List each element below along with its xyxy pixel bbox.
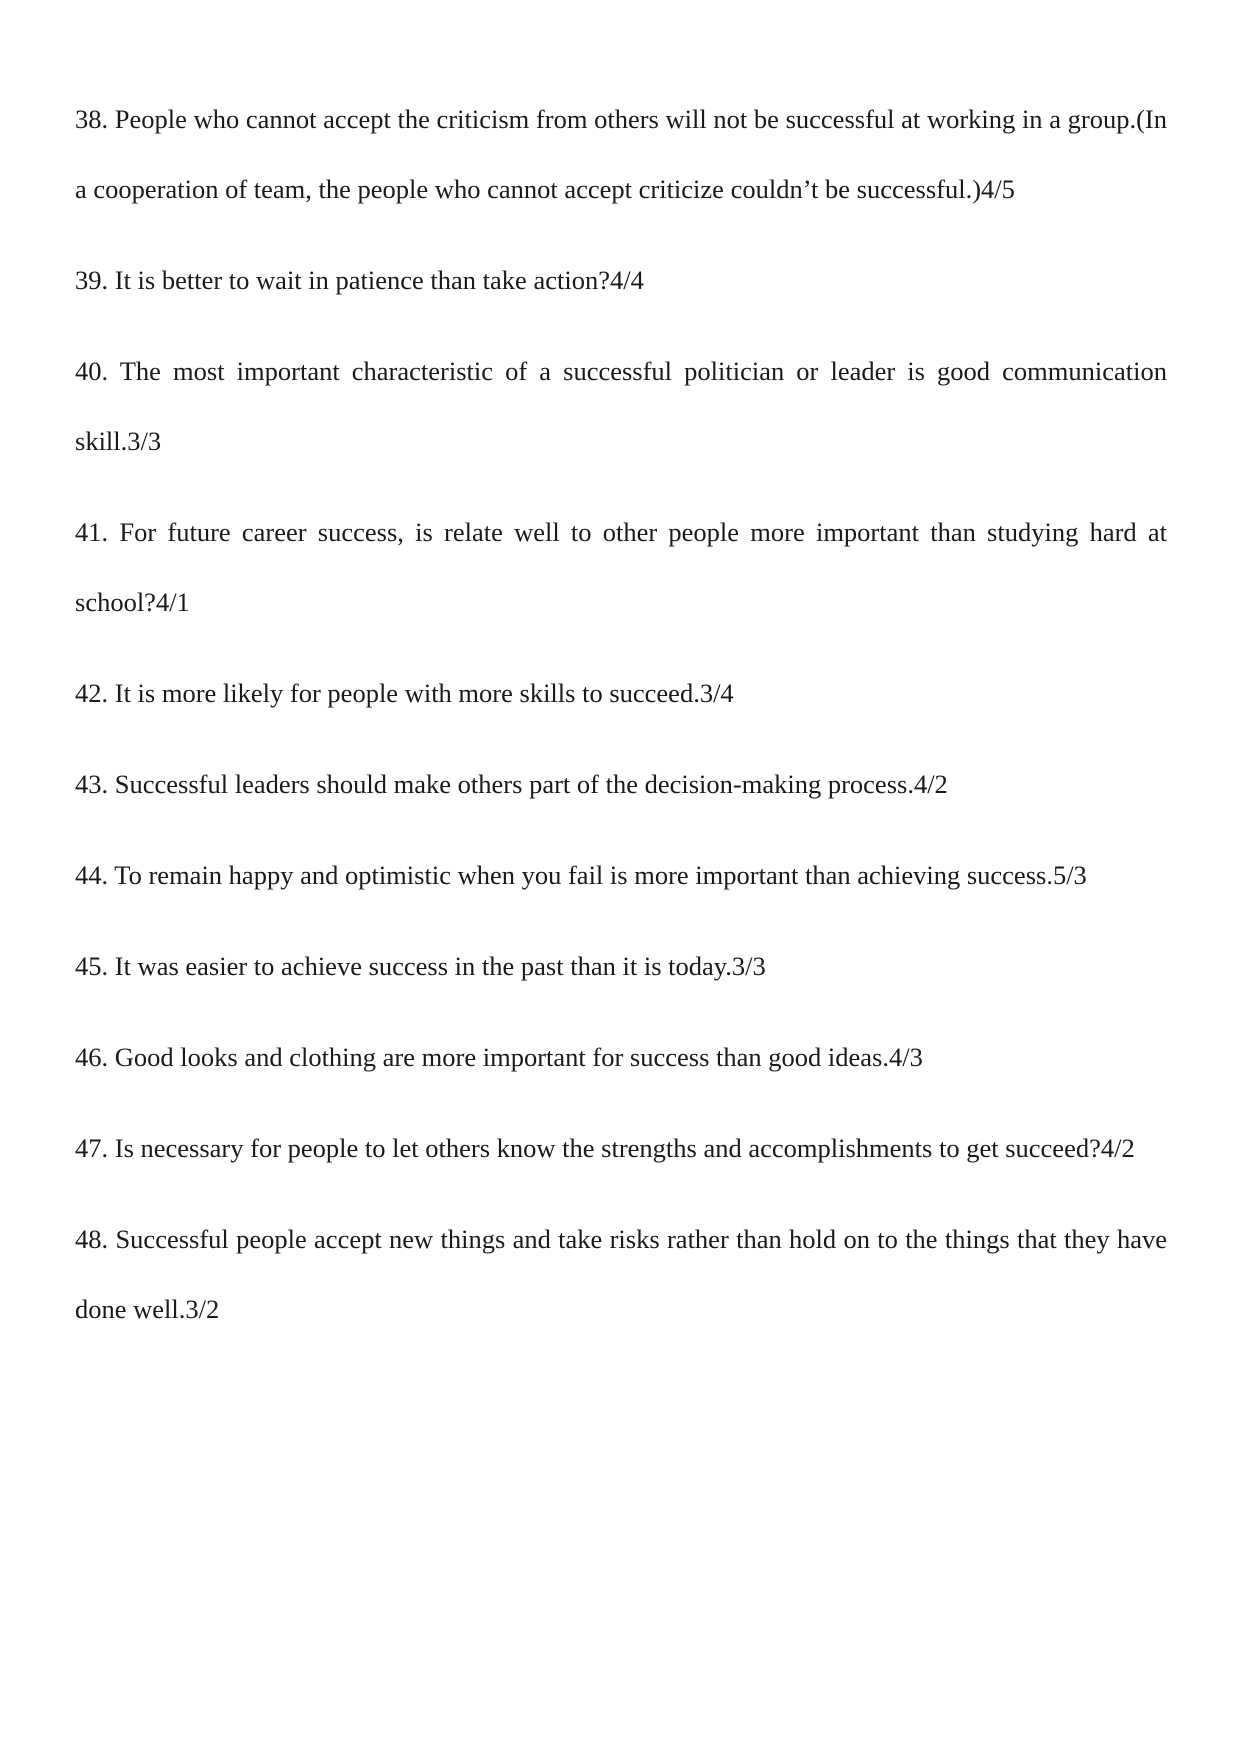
question-47: 47. Is necessary for people to let others know the strengths and accomplishments to get succeed?4/2 [75,1133,1135,1163]
question-41: 41. For future career success, is relate well to other people more important than studying hard at school?4/1 [75,517,1167,617]
question-44: 44. To remain happy and optimistic when you fail is more important than achieving success.5/3 [75,860,1087,890]
question-45: 45. It was easier to achieve success in the past than it is today.3/3 [75,951,766,981]
question-43: 43. Successful leaders should make others part of the decision-making process.4/2 [75,769,948,799]
document-page [75,84,1167,1365]
question-48: 48. Successful people accept new things and take risks rather than hold on to the things that they have done well.3/2 [75,1224,1167,1324]
question-42: 42. It is more likely for people with more skills to succeed.3/4 [75,678,734,708]
question-46: 46. Good looks and clothing are more important for success than good ideas.4/3 [75,1042,923,1072]
question-39: 39. It is better to wait in patience than take action?4/4 [75,265,644,295]
question-38: 38. People who cannot accept the criticism from others will not be successful at working in a group.(In a cooperation of team, the people who cannot accept criticize couldn’t be successful.)4/5 [75,104,1167,204]
question-40: 40. The most important characteristic of a successful politician or leader is good communication skill.3/3 [75,356,1167,456]
